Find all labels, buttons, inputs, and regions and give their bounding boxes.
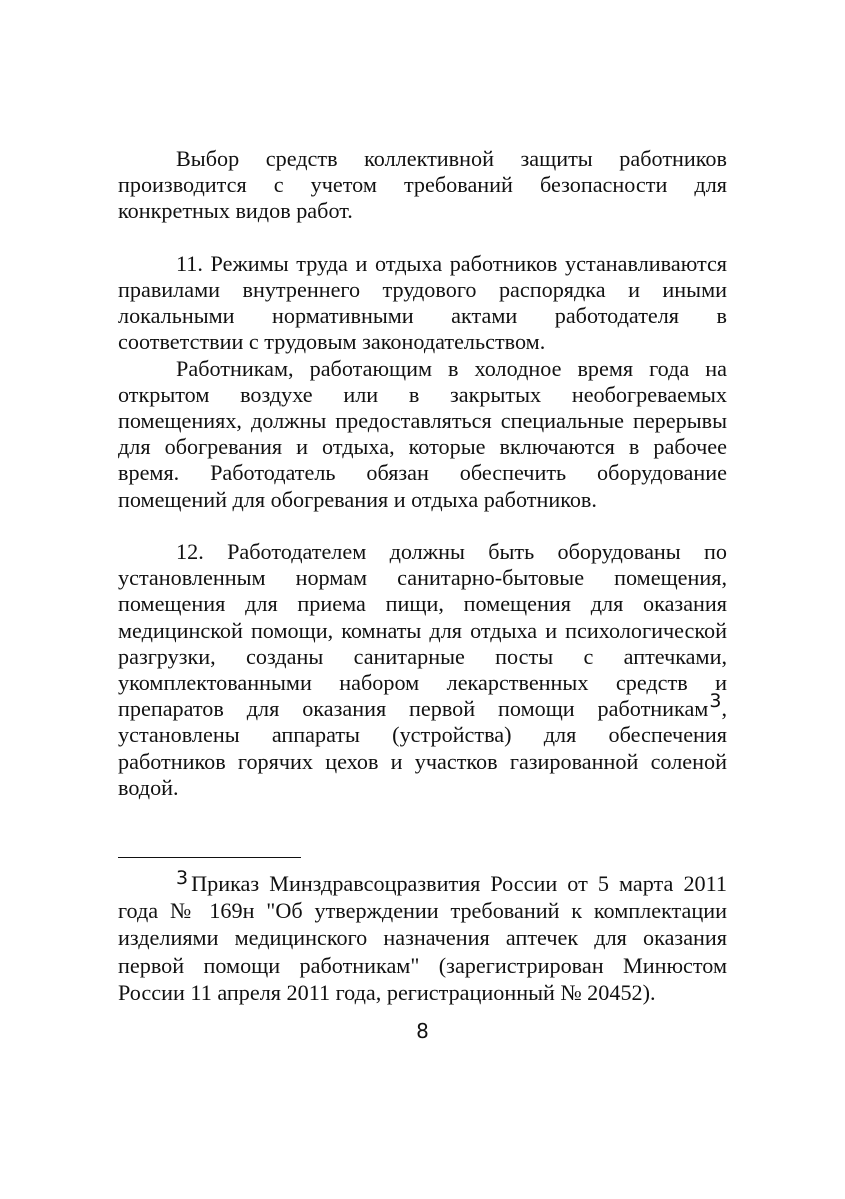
paragraph-item-12 — [118, 539, 727, 801]
paragraph-cold-season-breaks: Работникам, работающим в холодное время года на открытом воздухе или в закрытых необогреваемых помещениях, должны предоставляться специальные перерывы для обогревания и отдыха, которые включаются в рабочее время. Работодатель обязан обеспечить оборудование помещений для обогревания и отдыха работников. — [118, 355, 727, 512]
paragraph-collective-protection: Выбор средств коллективной защиты работников производится с учетом требований безопасности для конкретных видов работ. — [118, 146, 727, 224]
footnote — [118, 867, 727, 1006]
footnote-text: Приказ Минздравсоцразвития России от 5 марта 2011 года № 169н "Об утверждении требований к комплектации изделиями медицинского назначения аптечек для оказания первой помощи работникам" (зарегистрирован Минюстом России 11 апреля 2011 года, регистрационный № 20452). — [118, 871, 727, 1005]
footnote-mark: 3 — [176, 867, 189, 889]
paragraph-gap — [118, 513, 727, 539]
main-text — [118, 146, 727, 801]
page-number: 8 — [416, 1019, 429, 1043]
paragraph-gap — [118, 225, 727, 251]
footnote-separator — [118, 857, 301, 858]
paragraph-item-12-text-end: , установлены аппараты (устройства) для обеспечения работников горячих цехов и участков газированной соленой водой. — [118, 696, 727, 800]
footnote-reference: 3 — [709, 690, 722, 713]
paragraph-item-12-text-start: 12. Работодателем должны быть оборудованы по установленным нормам санитарно-бытовые помещения, помещения для приема пищи, помещения для оказания медицинской помощи, комнаты для отдыха и психологической разгрузки, созданы санитарные посты с аптечками, укомплектованными набором лекарственных средств и препаратов для оказания первой помощи работникам — [118, 539, 727, 722]
paragraph-item-11: 11. Режимы труда и отдыха работников устанавливаются правилами внутреннего трудового распорядка и иными локальными нормативными актами работодателя в соответствии с трудовым законодательством. — [118, 250, 727, 355]
